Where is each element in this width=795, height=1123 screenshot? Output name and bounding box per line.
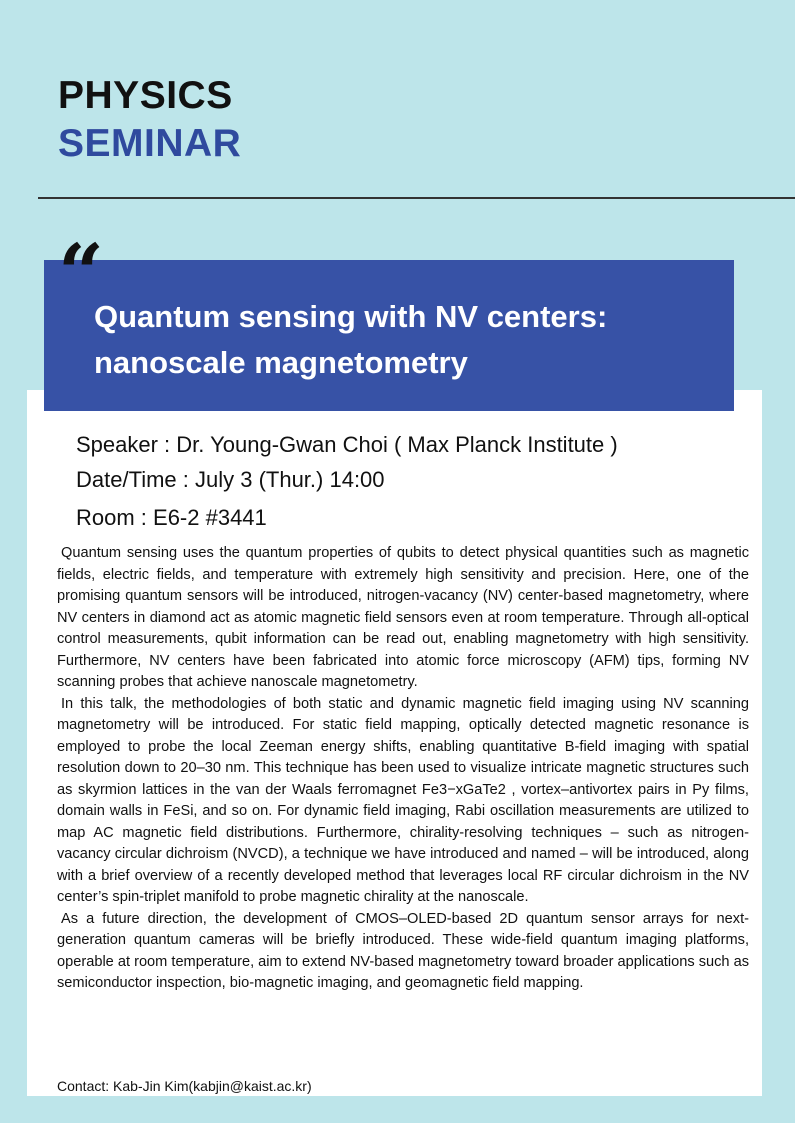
header-seminar: SEMINAR xyxy=(58,122,242,165)
quote-mark-icon: “ xyxy=(58,226,105,320)
header-divider xyxy=(38,197,795,199)
title-line-2: nanoscale magnetometry xyxy=(94,345,468,380)
abstract-paragraph-3: As a future direction, the development of CMOS–OLED-based 2D quantum sensor arrays for next-generation quantum cameras will be briefly introduced. These wide-field quantum imaging platforms, operable at room temperature, aim to extend NV-based magnetometry toward broader applications such as semiconductor inspection, bio-magnetic imaging, and geomagnetic field mapping. xyxy=(57,910,749,991)
datetime-line: Date/Time : July 3 (Thur.) 14:00 xyxy=(76,467,385,492)
abstract-paragraph-2: In this talk, the methodologies of both static and dynamic magnetic field imaging using NV scanning magnetometry will be introduced. For static field mapping, optically detected magnetic resonance is employed to probe the local Zeeman energy shifts, enabling quantitative B-field imaging with spatial resolution down to 20–30 nm. This technique has been used to visualize intricate magnetic structures such as skyrmion lattices in the van der Waals ferromagnet Fe3−xGaTe2 , vortex–antivortex pairs in Py films, domain walls in FeSi, and so on. For dynamic field imaging, Rabi oscillation measurements are utilized to map AC magnetic field distributions. Furthermore, chirality-resolving techniques – such as nitrogen-vacancy circular dichroism (NVCD), a technique we have introduced and named – will be introduced, along with a brief overview of a recently developed method that leverages local RF circular dichroism in the NV center’s spin-triplet manifold to probe magnetic chirality at the nanoscale. xyxy=(57,695,749,905)
abstract-paragraph-1: Quantum sensing uses the quantum properties of qubits to detect physical quantities such as magnetic fields, electric fields, and temperature with extremely high sensitivity and precision. Here, one of the promising quantum sensors will be introduced, nitrogen-vacancy (NV) center-based magnetometry, where NV centers in diamond act as atomic magnetic field sensors even at room temperature. Through all-optical control measurements, qubit information can be read out, enabling magnetometry with high sensitivity. Furthermore, NV centers have been fabricated into atomic force microscopy (AFM) tips, forming NV scanning probes that achieve nanoscale magnetometry. xyxy=(57,545,749,690)
contact-info: Contact: Kab-Jin Kim(kabjin@kaist.ac.kr) xyxy=(57,1078,312,1094)
header-physics: PHYSICS xyxy=(58,74,233,117)
speaker-line: Speaker : Dr. Young-Gwan Choi ( Max Planck Institute ) xyxy=(76,432,618,457)
title-line-1: Quantum sensing with NV centers: xyxy=(94,299,608,334)
room-line: Room : E6-2 #3441 xyxy=(76,505,267,530)
seminar-title xyxy=(94,294,714,386)
abstract xyxy=(57,543,749,995)
